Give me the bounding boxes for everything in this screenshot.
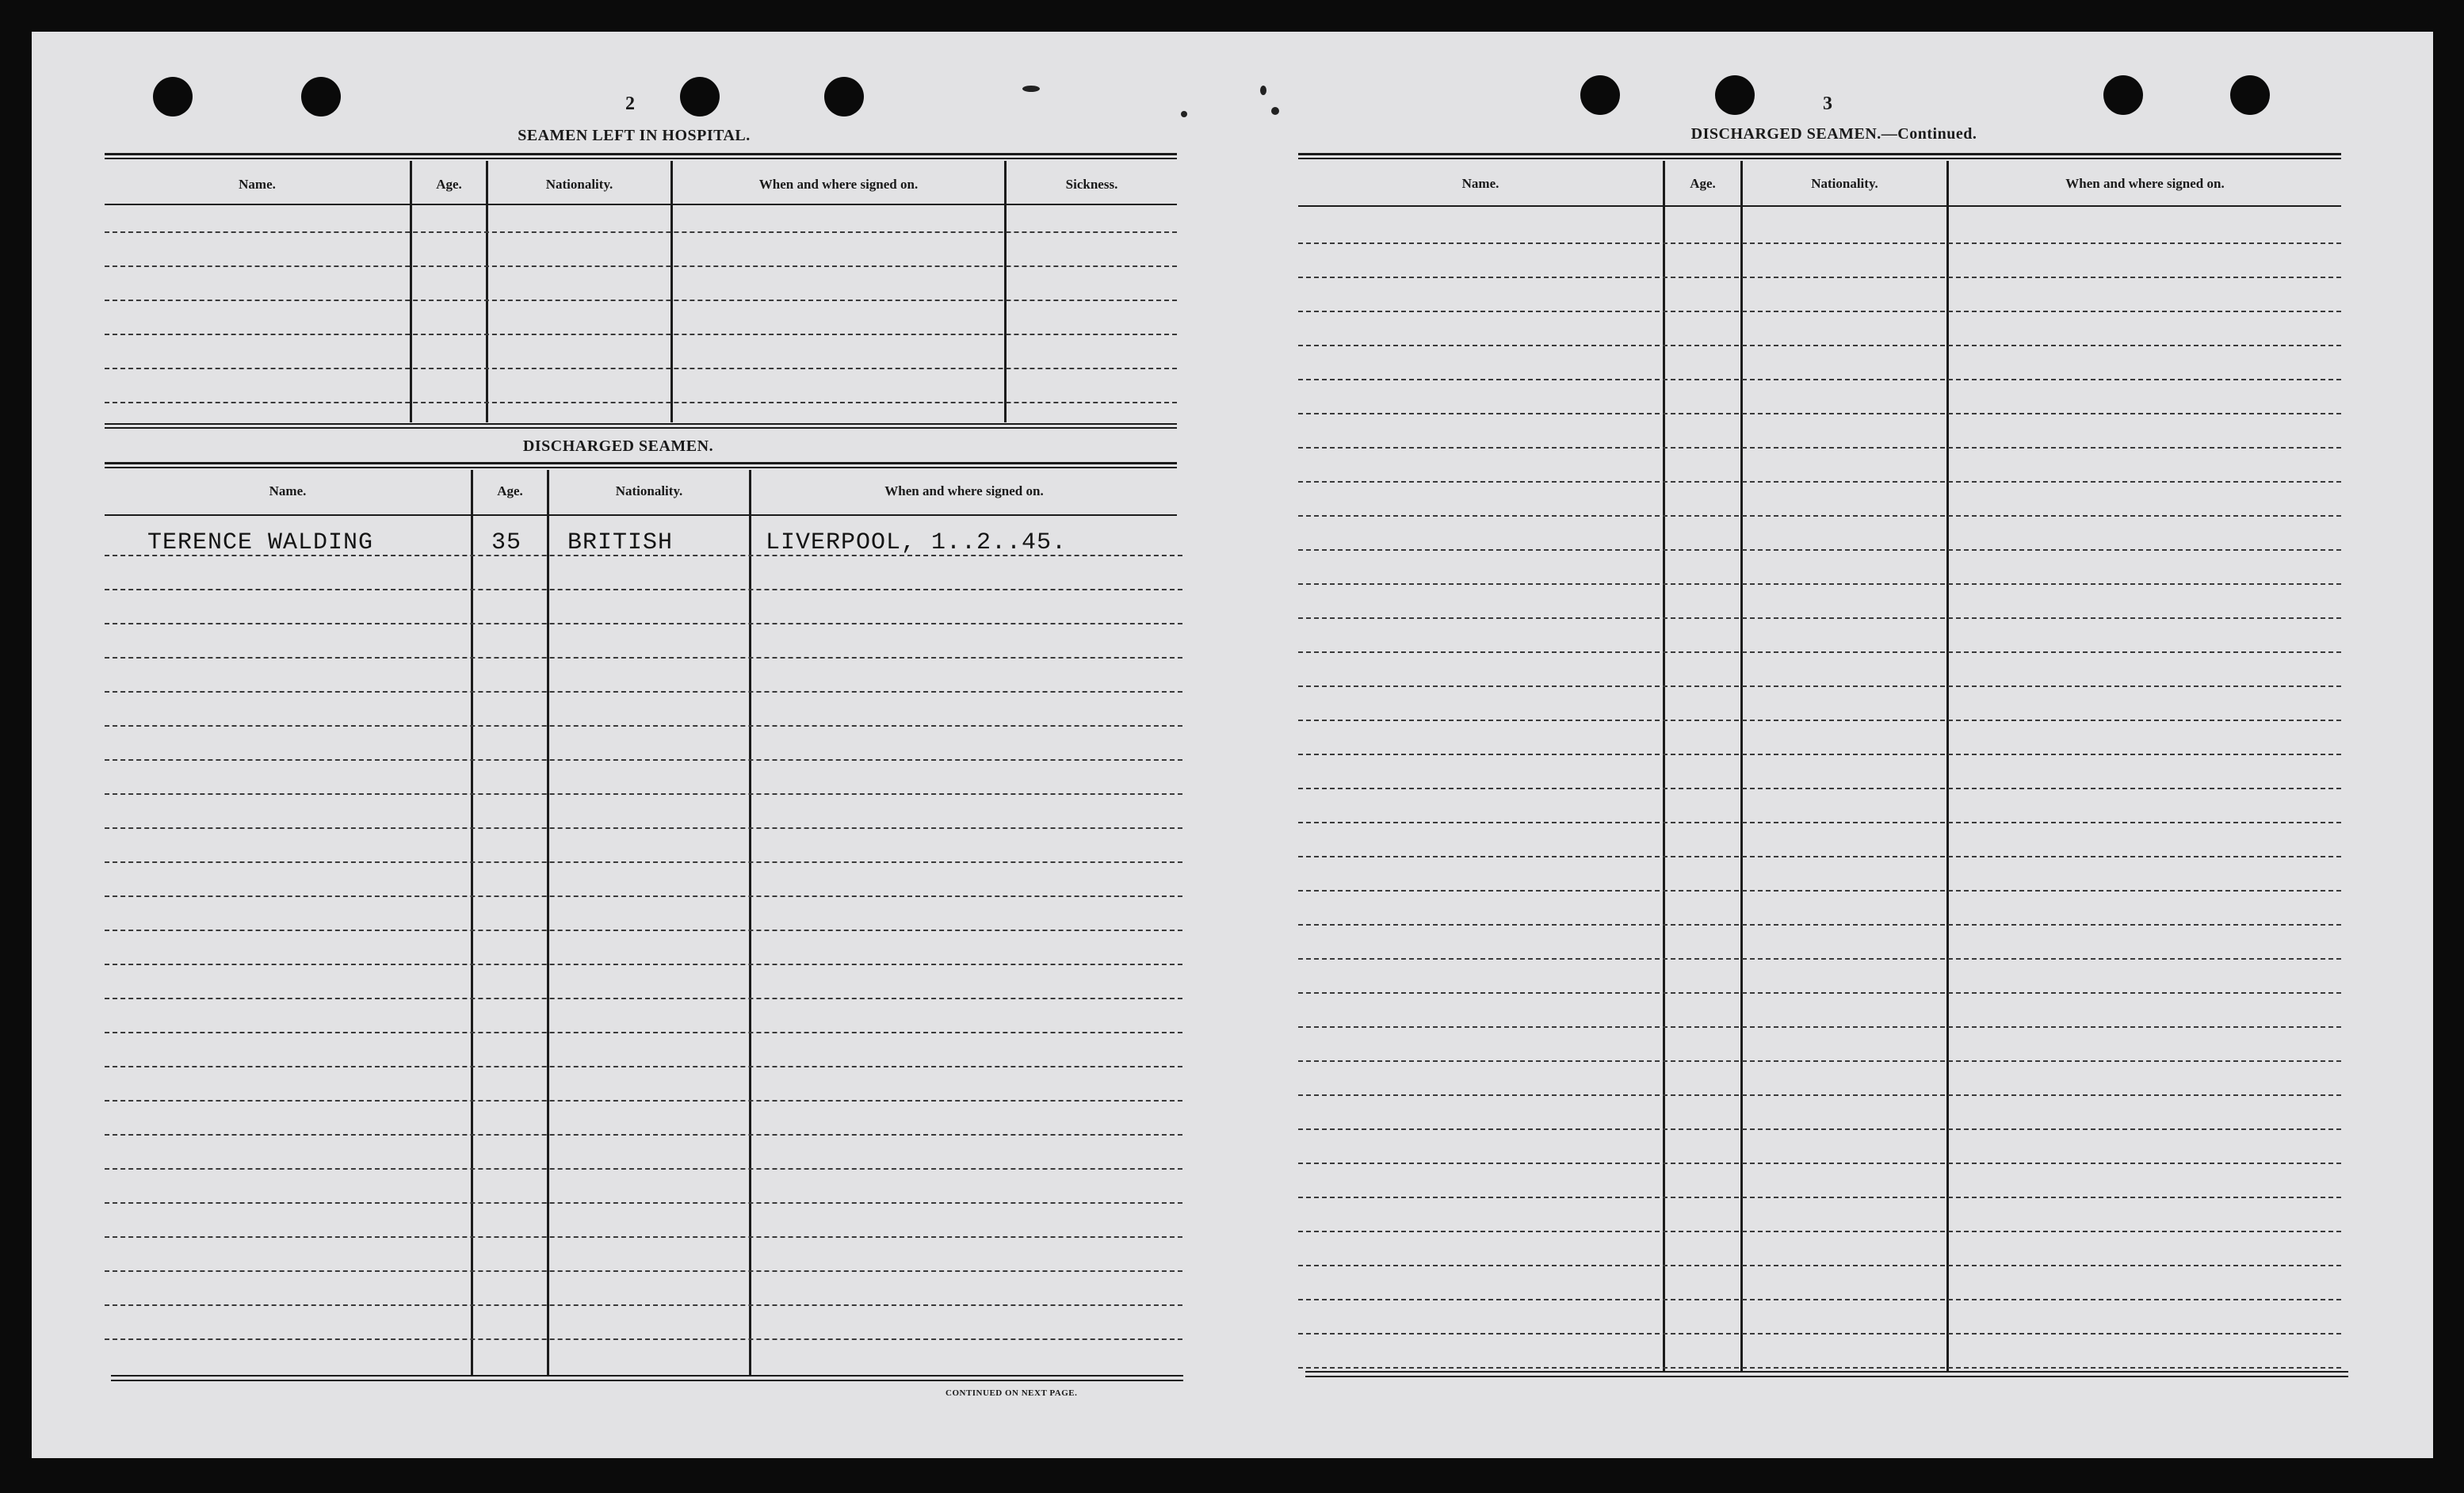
table-top-rule xyxy=(105,462,1177,464)
col-header-nationality: Nationality. xyxy=(545,177,613,192)
col-header-age: Age. xyxy=(497,483,523,498)
punch-hole xyxy=(824,77,864,116)
dotted-writing-line xyxy=(1298,311,2341,312)
col-header-nationality: Nationality. xyxy=(1811,176,1878,191)
ink-smudge xyxy=(1271,107,1279,115)
dotted-writing-line xyxy=(1298,242,2341,244)
dotted-writing-line xyxy=(1298,481,2341,483)
table-top-rule xyxy=(105,467,1177,468)
column-divider xyxy=(410,161,412,422)
dotted-writing-line xyxy=(105,1338,1182,1340)
header-rule xyxy=(1298,205,2341,207)
dotted-writing-line xyxy=(1298,1299,2341,1300)
dotted-writing-line xyxy=(105,623,1182,624)
dotted-writing-line xyxy=(105,368,1177,369)
header-rule xyxy=(105,204,1177,205)
dotted-writing-line xyxy=(105,1236,1182,1238)
punch-hole xyxy=(153,77,193,116)
dotted-writing-line xyxy=(105,657,1182,659)
column-divider xyxy=(547,470,549,1375)
dotted-writing-line xyxy=(105,725,1182,727)
table-bottom-rule xyxy=(1305,1371,2348,1373)
punch-hole xyxy=(680,77,720,116)
column-divider xyxy=(1004,161,1007,422)
dotted-writing-line xyxy=(105,1270,1182,1272)
dotted-writing-line xyxy=(105,402,1177,403)
dotted-writing-line xyxy=(1298,992,2341,994)
col-header-signed-on: When and where signed on. xyxy=(2065,176,2225,191)
table-bottom-rule xyxy=(1305,1376,2348,1377)
dotted-writing-line xyxy=(1298,1060,2341,1062)
col-header-signed-on: When and where signed on. xyxy=(884,483,1044,498)
table-bottom-rule xyxy=(105,427,1177,429)
dotted-writing-line xyxy=(1298,1163,2341,1164)
punch-hole xyxy=(2230,75,2270,115)
continued-note: CONTINUED ON NEXT PAGE. xyxy=(945,1388,1078,1398)
continued-section-title: DISCHARGED SEAMEN.—Continued. xyxy=(1690,125,1977,143)
dotted-writing-line xyxy=(1298,924,2341,926)
dotted-writing-line xyxy=(105,793,1182,795)
dotted-writing-line xyxy=(1298,549,2341,551)
dotted-writing-line xyxy=(105,1066,1182,1067)
discharged-section-title: DISCHARGED SEAMEN. xyxy=(522,437,714,455)
dotted-writing-line xyxy=(1298,1026,2341,1028)
seaman-signed-on: LIVERPOOL, 1..2..45. xyxy=(766,529,1068,556)
dotted-writing-line xyxy=(1298,583,2341,585)
dotted-writing-line xyxy=(105,827,1182,829)
dotted-writing-line xyxy=(105,1032,1182,1033)
dotted-writing-line xyxy=(105,930,1182,931)
punch-hole xyxy=(2103,75,2143,115)
punch-hole xyxy=(301,77,341,116)
dotted-writing-line xyxy=(105,589,1182,590)
dotted-writing-line xyxy=(1298,413,2341,414)
dotted-writing-line xyxy=(1298,345,2341,346)
dotted-writing-line xyxy=(1298,1128,2341,1130)
hospital-section-title: SEAMEN LEFT IN HOSPITAL. xyxy=(518,127,751,144)
col-header-name: Name. xyxy=(1461,176,1499,191)
dotted-writing-line xyxy=(1298,1197,2341,1198)
col-header-nationality: Nationality. xyxy=(615,483,683,498)
col-header-signed-on: When and where signed on. xyxy=(758,177,919,192)
column-divider xyxy=(749,470,751,1375)
table-top-rule xyxy=(1298,153,2341,155)
left-page xyxy=(32,32,1249,1458)
dotted-writing-line xyxy=(1298,788,2341,789)
dotted-writing-line xyxy=(1298,1333,2341,1335)
dotted-writing-line xyxy=(1298,958,2341,960)
dotted-writing-line xyxy=(1298,822,2341,823)
table-bottom-rule xyxy=(111,1375,1183,1377)
dotted-writing-line xyxy=(1298,856,2341,857)
punch-hole xyxy=(1580,75,1620,115)
dotted-writing-line xyxy=(1298,447,2341,449)
dotted-writing-line xyxy=(105,1100,1182,1102)
column-divider xyxy=(1740,161,1743,1371)
table-top-rule xyxy=(105,153,1177,155)
col-header-sickness: Sickness. xyxy=(1065,177,1118,192)
seaman-name: TERENCE WALDING xyxy=(147,529,374,556)
dotted-writing-line xyxy=(105,861,1182,863)
dotted-writing-line xyxy=(1298,617,2341,619)
col-header-name: Name. xyxy=(239,177,276,192)
table-top-rule xyxy=(1298,158,2341,159)
seaman-nationality: BRITISH xyxy=(567,529,674,556)
dotted-writing-line xyxy=(105,300,1177,301)
table-top-rule xyxy=(105,158,1177,159)
dotted-writing-line xyxy=(1298,720,2341,721)
dotted-writing-line xyxy=(105,964,1182,965)
dotted-writing-line xyxy=(1298,277,2341,278)
dotted-writing-line xyxy=(1298,379,2341,380)
dotted-writing-line xyxy=(1298,515,2341,517)
seaman-age: 35 xyxy=(491,529,522,556)
dotted-writing-line xyxy=(1298,1265,2341,1266)
dotted-writing-line xyxy=(1298,685,2341,687)
dotted-writing-line xyxy=(1298,1231,2341,1232)
ink-smudge xyxy=(1181,111,1187,117)
dotted-writing-line xyxy=(105,691,1182,693)
column-divider xyxy=(1663,161,1665,1371)
header-rule xyxy=(105,514,1177,516)
dotted-writing-line xyxy=(105,1304,1182,1306)
col-header-name: Name. xyxy=(269,483,307,498)
dotted-writing-line xyxy=(105,334,1177,335)
dotted-writing-line xyxy=(105,759,1182,761)
column-divider xyxy=(471,470,473,1375)
dotted-writing-line xyxy=(1298,1367,2341,1369)
table-bottom-rule xyxy=(111,1380,1183,1381)
page-number: 3 xyxy=(1823,94,1832,114)
col-header-age: Age. xyxy=(436,177,462,192)
dotted-writing-line xyxy=(105,1202,1182,1204)
dotted-writing-line xyxy=(105,998,1182,999)
dotted-writing-line xyxy=(105,1168,1182,1170)
right-page xyxy=(1232,32,2433,1458)
column-divider xyxy=(486,161,488,422)
column-divider xyxy=(670,161,673,422)
page-number: 2 xyxy=(625,94,635,114)
dotted-writing-line xyxy=(105,265,1177,267)
dotted-writing-line xyxy=(105,895,1182,897)
dotted-writing-line xyxy=(1298,1094,2341,1096)
dotted-writing-line xyxy=(1298,890,2341,892)
table-bottom-rule xyxy=(105,423,1177,425)
dotted-writing-line xyxy=(105,1134,1182,1136)
dotted-writing-line xyxy=(1298,651,2341,653)
punch-hole xyxy=(1715,75,1755,115)
ink-smudge xyxy=(1260,86,1266,95)
col-header-age: Age. xyxy=(1690,176,1716,191)
dotted-writing-line xyxy=(1298,754,2341,755)
column-divider xyxy=(1946,161,1949,1371)
ink-smudge xyxy=(1022,86,1040,92)
dotted-writing-line xyxy=(105,231,1177,233)
